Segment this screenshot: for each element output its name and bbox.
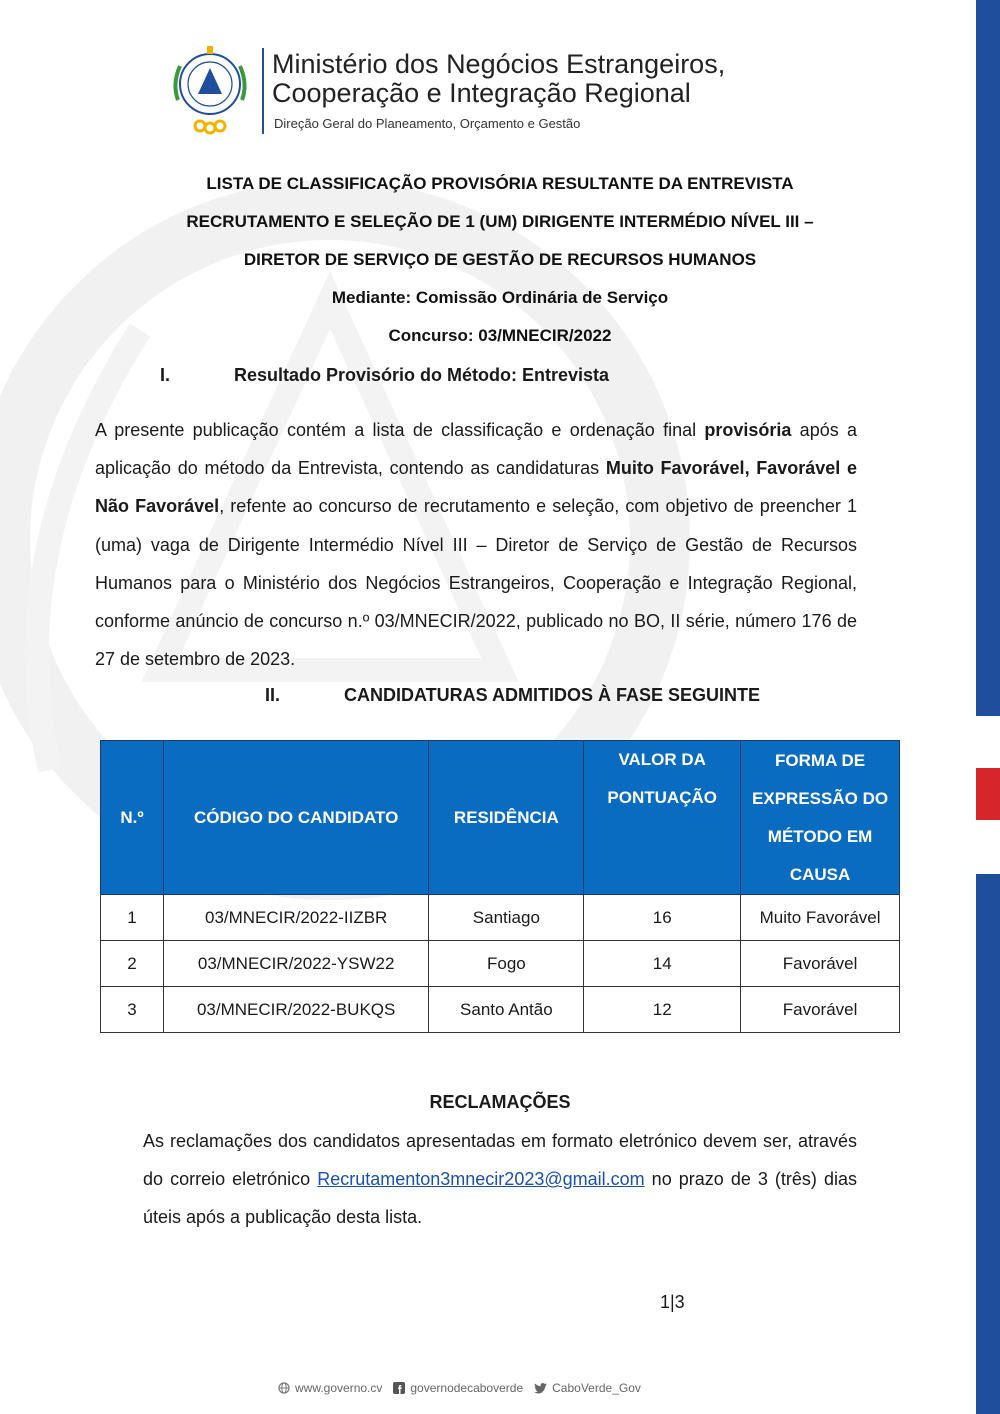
- paragraph-text-1: A presente publicação contém a lista de classificação e ordenação final: [95, 420, 705, 440]
- cell-num: 2: [101, 941, 164, 987]
- section-1-number: I.: [160, 365, 171, 385]
- direction-name: Direção Geral do Planeamento, Orçamento e Gestão: [274, 116, 581, 131]
- footer-facebook[interactable]: governodecaboverde: [410, 1381, 524, 1395]
- table-row: [101, 895, 900, 941]
- section-2-title: CANDIDATURAS ADMITIDOS À FASE SEGUINTE: [344, 685, 761, 705]
- title-line-5: Concurso: 03/MNECIR/2022: [388, 326, 612, 345]
- title-line-1: LISTA DE CLASSIFICAÇÃO PROVISÓRIA RESULTANTE DA ENTREVISTA: [206, 174, 794, 193]
- cell-residencia: Santo Antão: [429, 987, 584, 1033]
- header-divider: [262, 48, 264, 134]
- ministry-line-2: Cooperação e Integração Regional: [272, 78, 691, 108]
- cell-valor: 14: [584, 941, 741, 987]
- cell-forma: Favorável: [741, 941, 900, 987]
- body-paragraph: [95, 411, 857, 678]
- cell-valor: 12: [584, 987, 741, 1033]
- cell-forma: Favorável: [741, 987, 900, 1033]
- edge-stripe-blue-bottom: [976, 874, 1000, 1414]
- footer-twitter[interactable]: CaboVerde_Gov: [552, 1381, 641, 1395]
- page-number: 1|3: [660, 1292, 685, 1312]
- cell-forma: Muito Favorável: [741, 895, 900, 941]
- cell-num: 1: [101, 895, 164, 941]
- header-codigo: CÓDIGO DO CANDIDATO: [163, 741, 429, 895]
- paragraph-bold-2: Muito Favorável, Favorável e Não Favorável: [95, 458, 858, 517]
- table-row: [101, 941, 900, 987]
- cell-codigo: 03/MNECIR/2022-BUKQS: [163, 987, 429, 1033]
- reclamacoes-text-2: no prazo de 3 (três) dias úteis após a publicação desta lista.: [143, 1169, 857, 1228]
- header-residencia: RESIDÊNCIA: [429, 741, 584, 895]
- paragraph-text-3: , refente ao concurso de recrutamento e seleção, com objetivo de preencher 1 (uma) vaga de Dirigente Intermédio Nível III – Diretor de Serviço de Gestão de Recursos Humanos para o Ministério dos Negócios Estrangeiros, Cooperação e Integração Regional, conforme anúncio de concurso n.º 03/MNECIR/2022, publicado no BO, II série, número 176 de 27 de setembro de 2023.: [95, 496, 857, 670]
- cell-residencia: Santiago: [429, 895, 584, 941]
- classification-table: [100, 740, 900, 1033]
- title-line-3: DIRETOR DE SERVIÇO DE GESTÃO DE RECURSOS HUMANOS: [243, 250, 757, 269]
- footer: [278, 1381, 641, 1395]
- email-link[interactable]: Recrutamenton3mnecir2023@gmail.com: [317, 1169, 645, 1190]
- cell-codigo: 03/MNECIR/2022-IIZBR: [163, 895, 429, 941]
- reclamacoes-paragraph: [143, 1122, 857, 1237]
- coat-of-arms-logo: [164, 44, 256, 138]
- reclamacoes-title: RECLAMAÇÕES: [429, 1092, 571, 1112]
- cell-valor: 16: [584, 895, 741, 941]
- paragraph-text-2: após a aplicação do método da Entrevista, contendo as candidaturas: [95, 420, 857, 479]
- reclamacoes-text-1: As reclamações dos candidatos apresentadas em formato eletrónico devem ser, através do correio eletrónico: [143, 1131, 857, 1190]
- table-row: [101, 987, 900, 1033]
- title-line-4: Mediante: Comissão Ordinária de Serviço: [331, 288, 669, 307]
- title-line-2: RECRUTAMENTO E SELEÇÃO DE 1 (UM) DIRIGENTE INTERMÉDIO NÍVEL III –: [186, 212, 814, 231]
- header-valor: VALOR DA PONTUAÇÃO: [584, 741, 741, 895]
- cell-residencia: Fogo: [429, 941, 584, 987]
- ministry-name: [272, 50, 725, 108]
- header-num: N.º: [101, 741, 164, 895]
- cell-codigo: 03/MNECIR/2022-YSW22: [163, 941, 429, 987]
- facebook-icon: [393, 1382, 405, 1394]
- globe-icon: [278, 1382, 290, 1394]
- cell-num: 3: [101, 987, 164, 1033]
- ministry-line-1: Ministério dos Negócios Estrangeiros,: [272, 49, 726, 79]
- edge-stripe-blue-top: [976, 0, 1000, 716]
- section-1-title: Resultado Provisório do Método: Entrevista: [234, 365, 610, 385]
- section-2-number: II.: [265, 685, 281, 705]
- edge-stripe-red: [976, 768, 1000, 820]
- paragraph-bold-1: provisória: [704, 420, 792, 440]
- twitter-icon: [534, 1383, 547, 1394]
- header-forma: FORMA DE EXPRESSÃO DO MÉTODO EM CAUSA: [741, 741, 900, 895]
- footer-website[interactable]: www.governo.cv: [295, 1381, 383, 1395]
